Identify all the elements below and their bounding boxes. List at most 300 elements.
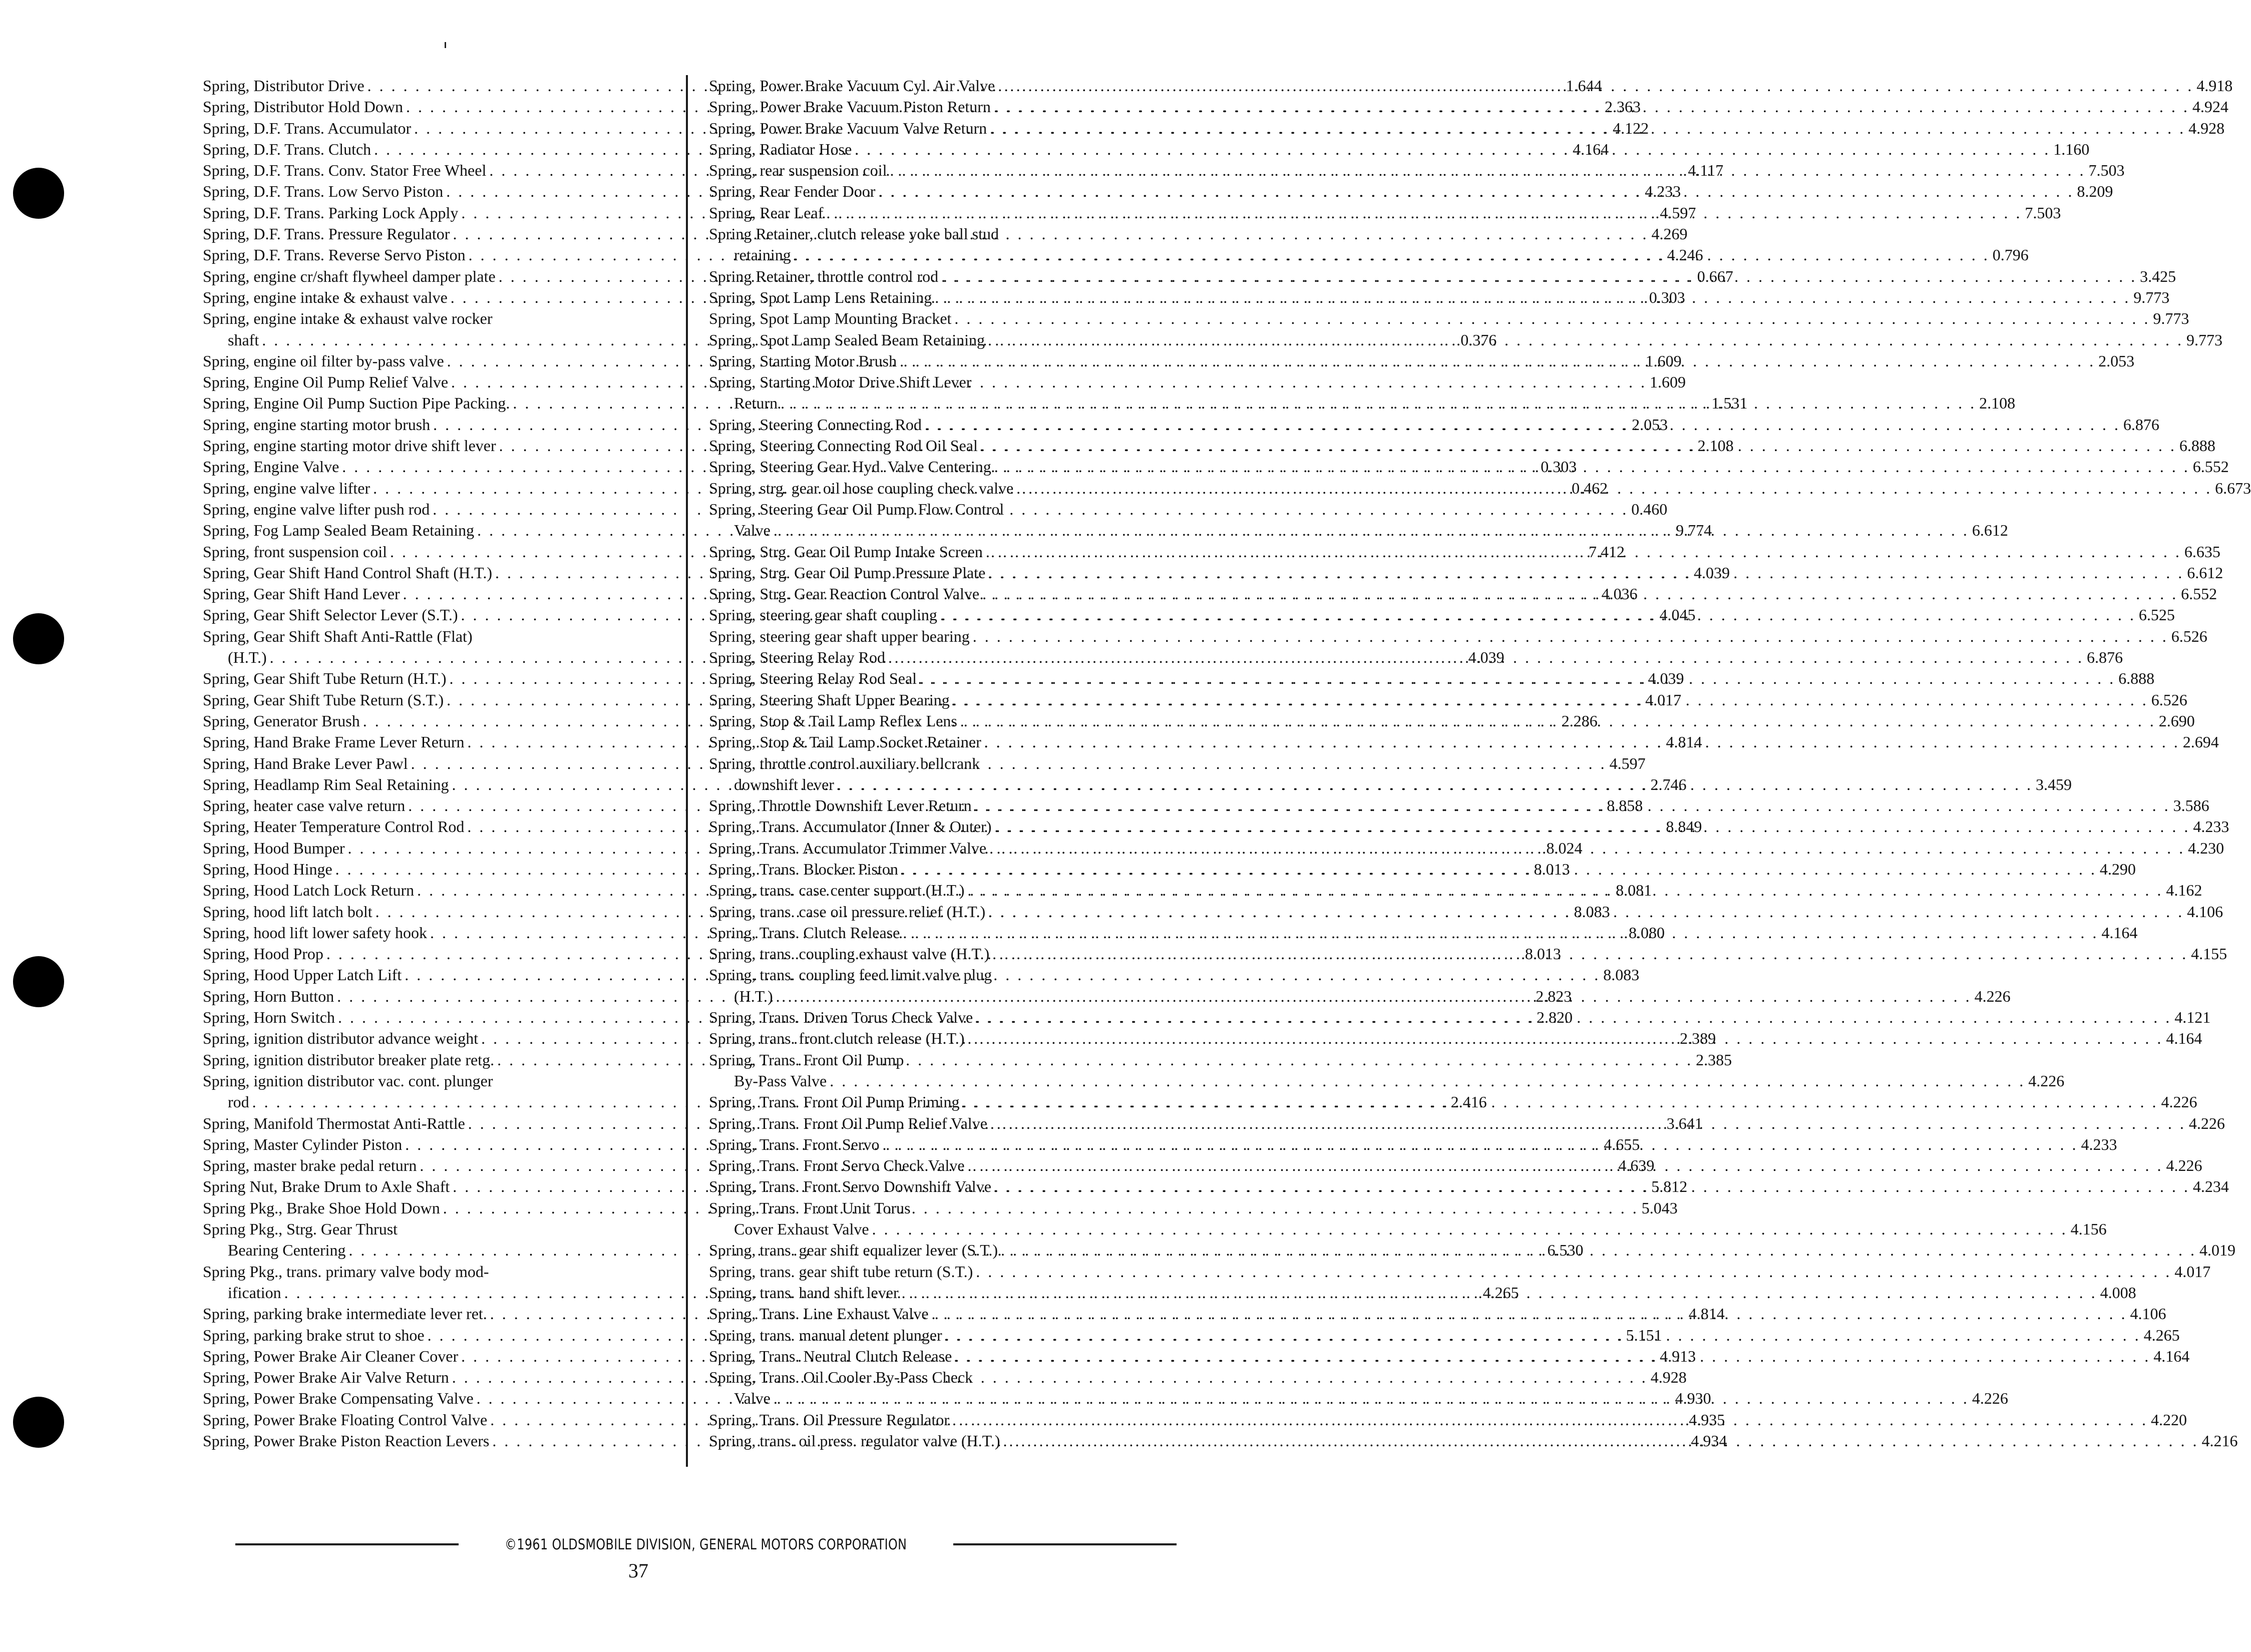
entry-text: Spring, engine valve lifter push rod <box>203 500 430 518</box>
page-reference: 4.935 <box>1689 1410 1725 1429</box>
page-reference: 8.083 <box>1603 966 1640 984</box>
entry-text: Spring, Headlamp Rim Seal Retaining <box>203 775 449 793</box>
leader-dots <box>989 943 2188 964</box>
entry-text: Spring, steering gear shaft upper bearing <box>709 627 970 645</box>
entry-text-continued: downshift lever <box>734 775 834 793</box>
index-entry <box>709 308 2189 329</box>
page-reference: 6.888 <box>2118 669 2155 688</box>
page-reference: 3.641 <box>1666 1114 1703 1132</box>
page-reference: 6.526 <box>2151 690 2187 709</box>
page-reference: 6.552 <box>2192 458 2229 476</box>
page-reference: 2.385 <box>1696 1050 1732 1069</box>
leader-dots <box>1000 1430 2198 1451</box>
page-reference: 0.462 <box>1572 479 1608 497</box>
entry-text: Spring, Trans. Clutch Release <box>709 923 900 942</box>
page-reference: 0.303 <box>1541 458 1577 476</box>
leader-dots <box>869 1218 2068 1240</box>
entry-text: Spring, parking brake strut to shoe <box>203 1326 425 1344</box>
page-reference: 4.913 <box>1660 1347 1696 1365</box>
leader-dots <box>964 1028 2163 1049</box>
entry-continuation-line <box>709 1070 2065 1091</box>
entry-text: Spring, Trans. Front Servo Check Valve <box>709 1156 965 1175</box>
leader-dots <box>950 689 2148 710</box>
footer-rule-right <box>953 1543 1177 1545</box>
page-reference: 2.053 <box>2098 351 2135 370</box>
entry-text-continued: (H.T.) <box>734 987 773 1005</box>
entry-text: Spring, Power Brake Vacuum Cyl. Air Valve <box>709 77 995 95</box>
entry-text-continued: Cover Exhaust Valve <box>734 1220 869 1238</box>
entry-text: Spring, Gear Shift Selector Lever (S.T.) <box>203 606 458 624</box>
page-reference: 4.039 <box>1648 669 1684 688</box>
entry-text: Spring, Hood Prop <box>203 945 323 963</box>
entry-text: Spring, parking brake intermediate lever ret. <box>203 1305 487 1323</box>
page-reference: 4.230 <box>2188 839 2224 857</box>
leader-dots <box>898 859 2097 880</box>
entry-text-continued: Bearing Centering <box>228 1241 346 1260</box>
leader-dots <box>949 1409 2148 1430</box>
page-reference: 3.586 <box>2173 796 2209 815</box>
entry-text-continued: By-Pass Valve <box>734 1071 827 1090</box>
entry-text: Spring, Gear Shift Hand Lever <box>203 585 400 603</box>
entry-text: Spring, hood lift latch bolt <box>203 902 372 921</box>
page-reference: 4.233 <box>2193 817 2229 836</box>
page-reference: 1.644 <box>1566 77 1602 95</box>
page-reference: 3.425 <box>2140 267 2176 285</box>
leader-dots <box>875 181 2074 202</box>
entry-text: Spring, hood lift lower safety hook <box>203 923 427 942</box>
entry-text: Spring, Spot Lamp Mounting Bracket <box>709 309 952 328</box>
page-reference: 4.226 <box>2166 1156 2202 1175</box>
page-reference: 0.796 <box>1992 246 2029 264</box>
page-reference: 4.162 <box>2166 881 2202 900</box>
column-divider <box>686 75 688 1467</box>
entry-text: Spring, master brake pedal return <box>203 1156 417 1175</box>
page-reference: 4.036 <box>1601 585 1638 603</box>
leader-dots <box>897 350 2095 371</box>
entry-text: Spring, Steering Connecting Rod Oil Seal <box>709 437 978 455</box>
entry-text-continued: Return <box>734 394 778 412</box>
leader-dots <box>983 541 2181 562</box>
entry-text: Spring, Spot Lamp Sealed Beam Retaining <box>709 330 985 349</box>
page-reference: 4.269 <box>1651 225 1688 243</box>
page-reference: 4.226 <box>1972 1389 2008 1408</box>
binder-hole-punch <box>13 956 64 1007</box>
leader-dots <box>965 1155 2163 1176</box>
entry-text: Spring, Steering Gear Oil Pump Flow Control <box>709 500 1004 518</box>
entry-line <box>709 308 2189 329</box>
entry-line <box>203 1388 1711 1409</box>
entry-text: Spring, Power Brake Floating Control Valve <box>203 1410 488 1429</box>
page-reference: 7.503 <box>2088 161 2125 180</box>
page-reference: 6.635 <box>2184 542 2220 561</box>
leader-dots <box>917 668 2115 689</box>
entry-text: Spring, Rear Leaf <box>709 203 824 222</box>
entry-text: Spring, ignition distributor advance weight <box>203 1029 479 1048</box>
leader-dots <box>932 287 2130 308</box>
leader-dots <box>885 647 2084 668</box>
page-reference: 2.389 <box>1680 1029 1716 1048</box>
page-number: 37 <box>628 1559 648 1582</box>
leader-dots <box>938 266 2137 287</box>
leader-dots <box>791 244 1990 265</box>
page-reference: 6.530 <box>1547 1241 1584 1260</box>
entry-text: Spring, engine starting motor drive shift lever <box>203 437 496 455</box>
leader-dots <box>952 1346 2150 1367</box>
leader-dots <box>899 1282 2097 1303</box>
entry-text: Spring, ignition distributor vac. cont. plunger <box>203 1071 493 1090</box>
leader-dots <box>771 520 1969 541</box>
entry-text: Spring, Fog Lamp Sealed Beam Retaining <box>203 521 475 540</box>
entry-text: Spring, Trans. Driven Torus Check Valve <box>709 1008 973 1027</box>
entry-text: Spring, Steering Relay Rod <box>709 648 885 667</box>
entry-text: Spring, Engine Oil Pump Relief Valve <box>203 373 449 391</box>
page-reference: 8.209 <box>2077 182 2113 201</box>
page-reference: 5.812 <box>1651 1177 1688 1196</box>
leader-dots <box>827 1070 2025 1091</box>
leader-dots <box>986 838 2185 859</box>
footer-rule-left <box>235 1543 459 1545</box>
entry-text: Spring, Engine Oil Pump Suction Pipe Packing. <box>203 394 510 412</box>
entry-text: Spring, Power Brake Piston Reaction Levers <box>203 1432 490 1450</box>
entry-line <box>709 626 2207 647</box>
entry-text: Spring, engine oil filter by-pass valve <box>203 351 444 370</box>
leader-dots <box>987 1113 2186 1134</box>
page-reference: 6.673 <box>2215 479 2251 497</box>
entry-text: Spring Pkg., Strg. Gear Thrust <box>203 1220 398 1238</box>
page-reference: 2.363 <box>1605 98 1641 116</box>
scan-mark <box>445 42 446 48</box>
leader-dots <box>1013 478 2212 499</box>
leader-dots <box>957 710 2156 731</box>
leader-dots <box>981 731 2180 752</box>
page-reference: 4.597 <box>1660 203 1696 222</box>
page-reference: 8.083 <box>1574 902 1610 921</box>
index-entry <box>203 1388 1711 1409</box>
page-reference: 4.226 <box>2188 1114 2225 1132</box>
entry-text: Spring, engine intake & exhaust valve rocker <box>203 309 493 328</box>
entry-text: Spring, Power Brake Air Valve Return <box>203 1368 449 1387</box>
entry-text: Spring Nut, Brake Drum to Axle Shaft <box>203 1177 450 1196</box>
page-reference: 7.503 <box>2025 203 2061 222</box>
leader-dots <box>771 1388 1969 1409</box>
page-reference: 4.017 <box>1645 690 1682 709</box>
page-reference: 0.376 <box>1460 330 1497 349</box>
entry-text: Spring, engine valve lifter <box>203 479 370 497</box>
page-reference: 2.820 <box>1537 1008 1573 1027</box>
leader-dots <box>929 1303 2127 1324</box>
entry-text: Spring, Throttle Downshift Lever Return <box>709 796 972 815</box>
leader-dots <box>900 922 2098 943</box>
entry-text: Spring, Trans. Front Oil Pump <box>709 1050 904 1069</box>
leader-dots <box>995 75 2193 96</box>
entry-text: Spring, rear suspension coil <box>709 161 887 180</box>
page-reference: 4.814 <box>1688 1305 1725 1323</box>
entry-text: Spring, trans. hand shift lever <box>709 1283 899 1302</box>
leader-dots <box>972 795 2170 816</box>
leader-dots <box>998 1240 2196 1261</box>
page-reference: 6.612 <box>1972 521 2008 540</box>
page-reference: 8.013 <box>1534 860 1570 878</box>
entry-text: Spring, Trans. Accumulator (Inner & Outer) <box>709 817 992 836</box>
leader-dots <box>960 1091 2158 1112</box>
page-reference: 6.552 <box>2181 585 2217 603</box>
leader-dots <box>991 96 2189 117</box>
entry-text: Spring, Power Brake Compensating Valve <box>203 1389 474 1408</box>
page-reference: 6.612 <box>2187 563 2223 582</box>
leader-dots <box>973 1007 2171 1028</box>
leader-dots <box>987 118 2185 139</box>
leader-dots <box>834 774 2033 795</box>
page-reference: 6.888 <box>2179 437 2215 455</box>
entry-text: Spring, Hood Latch Lock Return <box>203 881 415 900</box>
page-reference: 4.155 <box>2191 945 2227 963</box>
page-reference: 2.108 <box>1697 437 1734 455</box>
page-reference: 4.928 <box>1650 1368 1687 1387</box>
entry-text: Spring, Strg. Gear Oil Pump Pressure Plate <box>709 563 986 582</box>
page-reference: 4.597 <box>1609 754 1646 772</box>
entry-text: Spring, Steering Connecting Rod <box>709 415 922 434</box>
page-reference: 4.265 <box>1482 1283 1519 1302</box>
leader-dots <box>778 392 1976 414</box>
entry-text: Spring, D.F. Trans. Pressure Regulator <box>203 225 450 243</box>
entry-text: Spring Retainer, throttle control rod <box>709 267 939 285</box>
page-reference: 4.156 <box>2070 1220 2107 1238</box>
entry-text: Spring, trans. case oil pressure relief (H.T.) <box>709 902 986 921</box>
entry-text: Spring, Hood Upper Latch Lift <box>203 966 402 984</box>
entry-text: Spring, Distributor Hold Down <box>203 98 403 116</box>
entry-text: Spring, trans. manual detent plunger <box>709 1326 942 1344</box>
page-reference: 4.639 <box>1618 1156 1655 1175</box>
entry-text: Spring, Manifold Thermostat Anti-Rattle <box>203 1114 465 1132</box>
page-reference: 2.823 <box>1536 987 1572 1005</box>
entry-text: Spring, Trans. Accumulator Trimmer Valve <box>709 839 987 857</box>
page-reference: 9.773 <box>2133 288 2170 306</box>
page-reference: 9.773 <box>2153 309 2189 328</box>
entry-text: Spring, Generator Brush <box>203 711 360 730</box>
leader-dots <box>985 901 2184 922</box>
entry-text: Spring, D.F. Trans. Reverse Servo Piston <box>203 246 466 264</box>
page-reference: 6.526 <box>2171 627 2207 645</box>
page-reference: 8.081 <box>1616 881 1652 900</box>
page-reference: 4.226 <box>2028 1071 2065 1090</box>
entry-text: Spring, Gear Shift Tube Return (S.T.) <box>203 690 444 709</box>
entry-text: Spring, Trans. Front Servo Downshift Valve <box>709 1177 991 1196</box>
entry-text: Spring, Gear Shift Hand Control Shaft (H.T.) <box>203 563 492 582</box>
entry-text: Spring, Horn Button <box>203 987 334 1005</box>
page-reference: 2.053 <box>1632 415 1668 434</box>
page-reference: 4.928 <box>2188 119 2225 137</box>
leader-dots <box>970 626 2168 647</box>
page-reference: 4.918 <box>2196 77 2233 95</box>
entry-text: Spring, Starting Motor Drive Shift Lever <box>709 373 972 391</box>
page-reference: 2.690 <box>2158 711 2195 730</box>
entry-text: Spring, engine intake & exhaust valve <box>203 288 448 306</box>
entry-text: Spring, trans. front clutch release (H.T.) <box>709 1029 965 1048</box>
entry-text: Spring, Hood Bumper <box>203 839 345 857</box>
entry-text: Spring, D.F. Trans. Low Servo Piston <box>203 182 444 201</box>
entry-text: Spring, Stop & Tail Lamp Socket Retainer <box>709 733 981 751</box>
entry-text-continued: (H.T.) <box>228 648 267 667</box>
page-reference: 4.039 <box>1693 563 1730 582</box>
page-reference: 1.609 <box>1645 351 1682 370</box>
page-reference: 0.303 <box>1649 288 1685 306</box>
page-reference: 4.122 <box>1613 119 1649 137</box>
page-reference: 2.108 <box>1979 394 2016 412</box>
leader-dots <box>978 435 2176 456</box>
entry-text: Spring, trans. gear shift tube return (S.T.) <box>709 1262 973 1281</box>
page-reference: 6.876 <box>2123 415 2159 434</box>
entry-text: Spring, strg. gear oil hose coupling check valve <box>709 479 1014 497</box>
page-reference: 4.226 <box>1974 987 2011 1005</box>
entry-text: Spring, Power Brake Air Cleaner Cover <box>203 1347 459 1365</box>
entry-text: Spring, Steering Gear Hyd. Valve Centering <box>709 458 991 476</box>
page-reference: 4.814 <box>1666 733 1702 751</box>
page-reference: 2.416 <box>1450 1093 1487 1111</box>
page-reference: 8.013 <box>1525 945 1561 963</box>
page-reference: 1.609 <box>1650 373 1686 391</box>
entry-text: Spring, Trans. Neutral Clutch Release <box>709 1347 952 1365</box>
entry-text: Spring, Trans. Line Exhaust Valve <box>709 1305 929 1323</box>
page-reference: 7.412 <box>1588 542 1625 561</box>
page-reference: 0.667 <box>1697 267 1733 285</box>
entry-text: Spring, steering gear shaft coupling <box>709 606 937 624</box>
leader-dots <box>964 880 2163 901</box>
page-reference: 2.694 <box>2182 733 2219 751</box>
entry-text: Spring, D.F. Trans. Clutch <box>203 140 371 158</box>
entry-text: Spring, front suspension coil <box>203 542 387 561</box>
entry-text: Spring, Rear Fender Door <box>709 182 876 201</box>
entry-text: Spring, Trans. Front Oil Pump Relief Valve <box>709 1114 987 1132</box>
leader-dots <box>942 1325 2141 1346</box>
entry-text: Spring, trans. case center support (H.T.) <box>709 881 965 900</box>
page-reference: 4.220 <box>2151 1410 2187 1429</box>
binder-hole-punch <box>13 168 64 219</box>
index-entry <box>709 1261 2211 1282</box>
entry-text: Spring, Strg. Gear Reaction Control Valve <box>709 585 980 603</box>
entry-text: Spring, Spot Lamp Lens Retaining <box>709 288 932 306</box>
page-reference: 4.226 <box>2161 1093 2197 1111</box>
entry-text: Spring Pkg., Brake Shoe Hold Down <box>203 1198 440 1217</box>
page-reference: 6.525 <box>2138 606 2175 624</box>
page-reference: 4.045 <box>1659 606 1696 624</box>
entry-text: Spring, Starting Motor Brush <box>709 351 897 370</box>
entry-text: Spring, Engine Valve <box>203 458 339 476</box>
leader-dots <box>973 1261 2171 1282</box>
entry-text: Spring, Heater Temperature Control Rod <box>203 817 465 836</box>
page-reference: 4.106 <box>2187 902 2223 921</box>
entry-text: Spring, Trans. Front Servo <box>709 1135 880 1153</box>
page-reference: 2.746 <box>1650 775 1687 793</box>
entry-text: Spring, engine cr/shaft flywheel damper plate <box>203 267 496 285</box>
page-reference: 4.106 <box>2130 1305 2166 1323</box>
entry-text: Spring, Radiator Hose <box>709 140 852 158</box>
page-reference: 4.039 <box>1468 648 1505 667</box>
page-reference: 0.460 <box>1631 500 1668 518</box>
index-entry <box>709 626 2207 647</box>
leader-dots <box>985 329 2183 350</box>
binder-hole-punch <box>13 1397 64 1448</box>
page-reference: 9.774 <box>1676 521 1712 540</box>
entry-text: Spring, Horn Switch <box>203 1008 335 1027</box>
entry-text: Spring, ignition distributor breaker plate retg. <box>203 1050 495 1069</box>
entry-text: Spring, engine starting motor brush <box>203 415 431 434</box>
leader-dots <box>880 1134 2078 1155</box>
page-reference: 9.773 <box>2186 330 2223 349</box>
leader-dots <box>991 1176 2190 1197</box>
page-reference: 4.233 <box>1645 182 1681 201</box>
page-reference: 4.924 <box>2192 98 2228 116</box>
entry-text: Spring, trans. coupling exhaust valve (H.T.) <box>709 945 990 963</box>
entry-line <box>709 1261 2211 1282</box>
page-reference: 4.233 <box>2081 1135 2117 1153</box>
entry-text: Spring, Strg. Gear Oil Pump Intake Screen <box>709 542 983 561</box>
page-reference: 8.080 <box>1628 923 1665 942</box>
entry-text: Spring, trans. oil press. regulator valve (H.T.) <box>709 1432 1000 1450</box>
entry-continuation-line <box>709 1218 2107 1240</box>
leader-dots <box>979 583 2178 604</box>
entry-text: Spring, heater case valve return <box>203 796 406 815</box>
entry-text-continued: Valve <box>734 1389 771 1408</box>
page-reference: 4.008 <box>2100 1283 2136 1302</box>
page-reference: 4.265 <box>2143 1326 2180 1344</box>
entry-text: Spring, Gear Shift Shaft Anti-Rattle (Flat) <box>203 627 473 645</box>
page-reference: 4.934 <box>1691 1432 1727 1450</box>
page-reference: 8.024 <box>1546 839 1583 857</box>
leader-dots <box>922 414 2120 435</box>
entry-text: Spring, Trans. Front Oil Pump Priming <box>709 1093 960 1111</box>
page-reference: 4.017 <box>2174 1262 2211 1281</box>
entry-text: Spring, D.F. Trans. Parking Lock Apply <box>203 203 459 222</box>
page-reference: 3.459 <box>2035 775 2072 793</box>
leader-dots <box>823 202 2022 223</box>
page-reference: 4.234 <box>2192 1177 2229 1196</box>
page-reference: 4.164 <box>2153 1347 2190 1365</box>
leader-dots <box>991 456 2190 477</box>
leader-dots <box>937 604 2136 625</box>
page-reference: 4.216 <box>2201 1432 2238 1450</box>
page-reference: 4.246 <box>1667 246 1703 264</box>
entry-text: Spring, Hood Hinge <box>203 860 332 878</box>
entry-text: Spring, Trans. Oil Pressure Regulator <box>709 1410 949 1429</box>
page-reference: 4.019 <box>2199 1241 2235 1260</box>
entry-text-continued: ification <box>228 1283 281 1302</box>
page-reference: 4.164 <box>2166 1029 2202 1048</box>
page-reference: 4.655 <box>1604 1135 1640 1153</box>
page-reference: 8.858 <box>1607 796 1643 815</box>
entry-text: Spring, Hand Brake Lever Pawl <box>203 754 408 772</box>
entry-text-continued: Valve <box>734 521 771 540</box>
entry-text: Spring, Master Cylinder Piston <box>203 1135 403 1153</box>
page-reference: 4.164 <box>1573 140 1609 158</box>
entry-text: Spring, throttle control auxiliary bellcrank <box>709 754 980 772</box>
entry-text: Spring, D.F. Trans. Conv. Stator Free Wheel <box>203 161 487 180</box>
binder-hole-punch <box>13 613 64 664</box>
page-footer <box>235 1536 1177 1553</box>
entry-text: Spring, Trans. Front Unit Torus <box>709 1198 911 1217</box>
entry-text: Spring, Steering Relay Rod Seal <box>709 669 917 688</box>
entry-text: Spring, Distributor Drive <box>203 77 364 95</box>
page-reference: 5.151 <box>1626 1326 1662 1344</box>
page-reference: 8.849 <box>1666 817 1702 836</box>
page-reference: 6.876 <box>2086 648 2123 667</box>
entry-text-continued: rod <box>228 1093 249 1111</box>
page-reference: 4.164 <box>2101 923 2138 942</box>
entry-text: Spring, Gear Shift Tube Return (H.T.) <box>203 669 447 688</box>
entry-text-continued: shaft <box>228 330 259 349</box>
entry-text: Spring, D.F. Trans. Accumulator <box>203 119 412 137</box>
page-reference: 1.160 <box>2053 140 2090 158</box>
entry-text: Spring Pkg., trans. primary valve body mod- <box>203 1262 489 1281</box>
